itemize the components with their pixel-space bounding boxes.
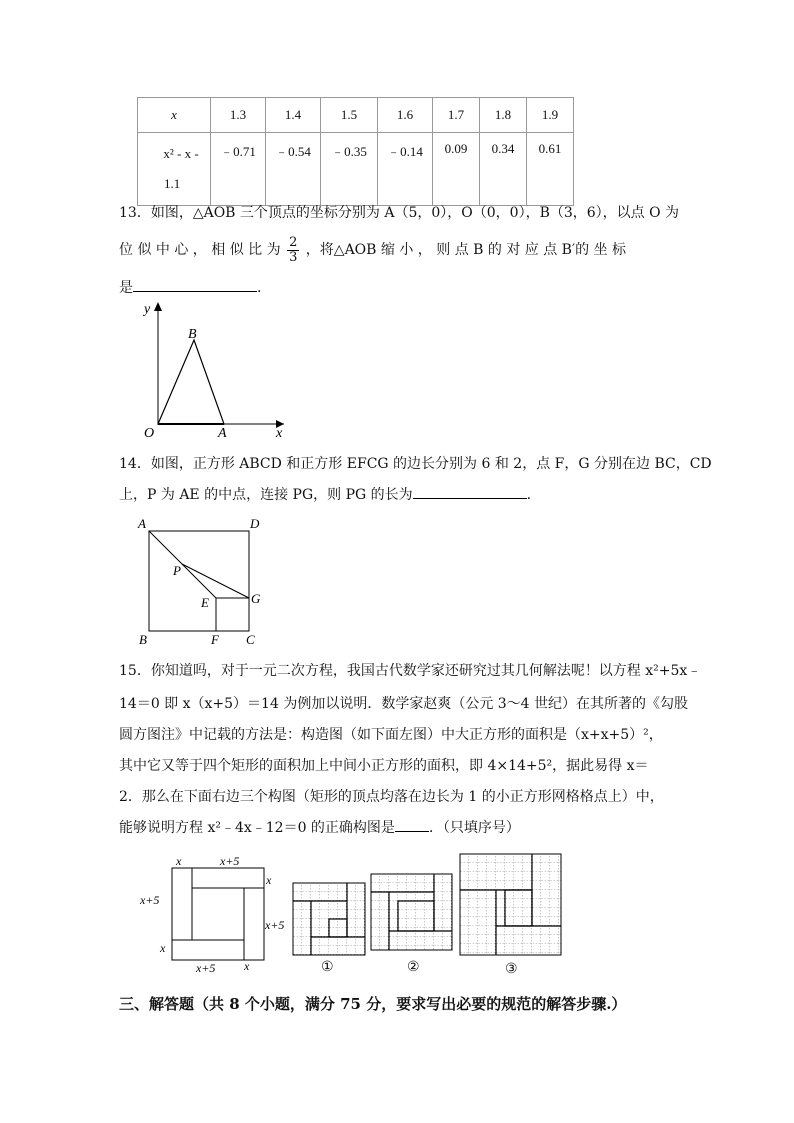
table-cell: 1.5 xyxy=(321,98,378,133)
table-cell: ﹣0.14 xyxy=(378,133,433,206)
q13-line2-pre: 位 似 中 心 ， 相 似 比 为 xyxy=(119,242,281,258)
outer-square xyxy=(172,868,264,960)
label-e: E xyxy=(201,595,209,610)
label-d: D xyxy=(250,516,260,531)
q14-line1: 14．如图，正方形 ABCD 和正方形 EFCG 的边长分别为 6 和 2，点 F，G 分别在边 BC，CD xyxy=(119,456,712,472)
q15-line5: 2．那么在下面右边三个构图（矩形的顶点均落在边长为 1 的小正方形网格格点上）中， xyxy=(119,789,664,805)
row-label-line1: x² - x - xyxy=(163,146,199,161)
q15-line2: 14＝0 即 x（x+5）＝14 为例加以说明．数学家赵爽（公元 3～4 世纪）在其所著的《勾股 xyxy=(119,696,689,712)
label-o: O xyxy=(144,426,155,441)
label-b: B xyxy=(139,632,147,647)
label-p: P xyxy=(173,563,181,578)
table-cell: x xyxy=(138,98,211,133)
label-x: x xyxy=(276,426,283,441)
option-grid-1 xyxy=(292,882,366,956)
segment-ap xyxy=(149,531,182,564)
table-cell: 1.7 xyxy=(433,98,480,133)
option-label-3: ③ xyxy=(505,961,518,977)
triangle-aob xyxy=(158,340,224,424)
answer-blank[interactable] xyxy=(395,815,429,832)
q15-line6 xyxy=(119,813,679,844)
q14-line2 xyxy=(119,480,679,511)
label-a: A xyxy=(218,426,227,441)
label-bottom-x5: x+5 xyxy=(196,961,216,975)
label-top-x5: x+5 xyxy=(220,854,240,868)
zhao-shuang-diagram xyxy=(138,852,296,978)
grid-outer xyxy=(371,874,452,950)
q13-fraction xyxy=(287,236,299,265)
table-cell: 1.4 xyxy=(266,98,321,133)
square-efcg xyxy=(216,598,249,631)
q15-line3: 圆方图注》中记载的方法是：构造图（如下面左图）中大正方形的面积是（x+x+5）²， xyxy=(119,727,663,743)
q13-line2-post: ，将△AOB 缩 小 ， 则 点 B 的 对 应 点 B′的 坐 标 xyxy=(305,242,627,258)
q13-line3-end: . xyxy=(257,280,262,296)
q15-line1: 15．你知道吗，对于一元二次方程，我国古代数学家还研究过其几何解法呢！以方程 x²+5x﹣ xyxy=(119,663,702,679)
label-y: y xyxy=(144,302,151,317)
table-cell: 0.61 xyxy=(527,133,574,206)
label-left-x: x xyxy=(160,941,166,955)
label-top-x: x xyxy=(176,854,182,868)
option-label-1: ① xyxy=(321,959,334,975)
value-table xyxy=(137,97,574,206)
q13-line1: 13．如图，△AOB 三个顶点的坐标分别为 A（5，0），O（0，0），B（3，6），以点 O 为 xyxy=(119,205,680,221)
q15-line6-text: 能够说明方程 x²﹣4x﹣12＝0 的正确构图是 xyxy=(119,820,395,836)
label-right-x: x xyxy=(266,873,272,887)
q13-line2 xyxy=(119,235,679,266)
answer-blank[interactable] xyxy=(133,275,257,292)
label-f: F xyxy=(211,632,219,647)
q13-line3-text: 是 xyxy=(119,280,133,296)
q15-line6-end: ．（只填序号） xyxy=(428,820,520,836)
table-cell: 1.3 xyxy=(211,98,266,133)
fraction-numerator: 2 xyxy=(289,234,298,250)
y-axis-arrow xyxy=(154,302,162,311)
option-grid-3 xyxy=(459,853,563,957)
label-c: C xyxy=(246,632,255,647)
table-row-label xyxy=(138,133,211,206)
fraction-denominator: 3 xyxy=(289,249,298,265)
q13-figure xyxy=(136,296,296,441)
label-right-x5: x+5 xyxy=(265,918,285,932)
label-bottom-x: x xyxy=(244,959,250,973)
section-heading: 三、解答题（共 8 个小题，满分 75 分，要求写出必要的规范的解答步骤.） xyxy=(119,995,627,1013)
table-cell: 1.9 xyxy=(527,98,574,133)
table-row xyxy=(138,133,574,206)
label-b: B xyxy=(188,327,197,342)
table-cell: 1.8 xyxy=(480,98,527,133)
label-g: G xyxy=(251,591,261,606)
label-left-x5: x+5 xyxy=(140,893,160,907)
q15-line4: 其中它又等于四个矩形的面积加上中间小正方形的面积，即 4×14+5²，据此易得 x＝ xyxy=(119,758,649,774)
segment-pg xyxy=(182,564,249,598)
q14-line2-end: . xyxy=(526,487,532,503)
table-cell: ﹣0.54 xyxy=(266,133,321,206)
table-cell: 0.34 xyxy=(480,133,527,206)
option-grid-2 xyxy=(370,873,456,953)
row-label-line2: 1.1 xyxy=(164,176,181,191)
option-label-2: ② xyxy=(407,959,420,975)
q14-figure xyxy=(136,514,271,648)
answer-blank[interactable] xyxy=(413,482,527,499)
table-cell: ﹣0.35 xyxy=(321,133,378,206)
table-header-row xyxy=(138,98,574,133)
segment-pe xyxy=(182,564,216,598)
table-cell: ﹣0.71 xyxy=(211,133,266,206)
table-cell: 0.09 xyxy=(433,133,480,206)
q14-line2-text: 上，P 为 AE 的中点，连接 PG，则 PG 的长为 xyxy=(119,487,413,503)
label-a: A xyxy=(138,516,146,531)
table-cell: 1.6 xyxy=(378,98,433,133)
grid-outer xyxy=(460,854,561,955)
